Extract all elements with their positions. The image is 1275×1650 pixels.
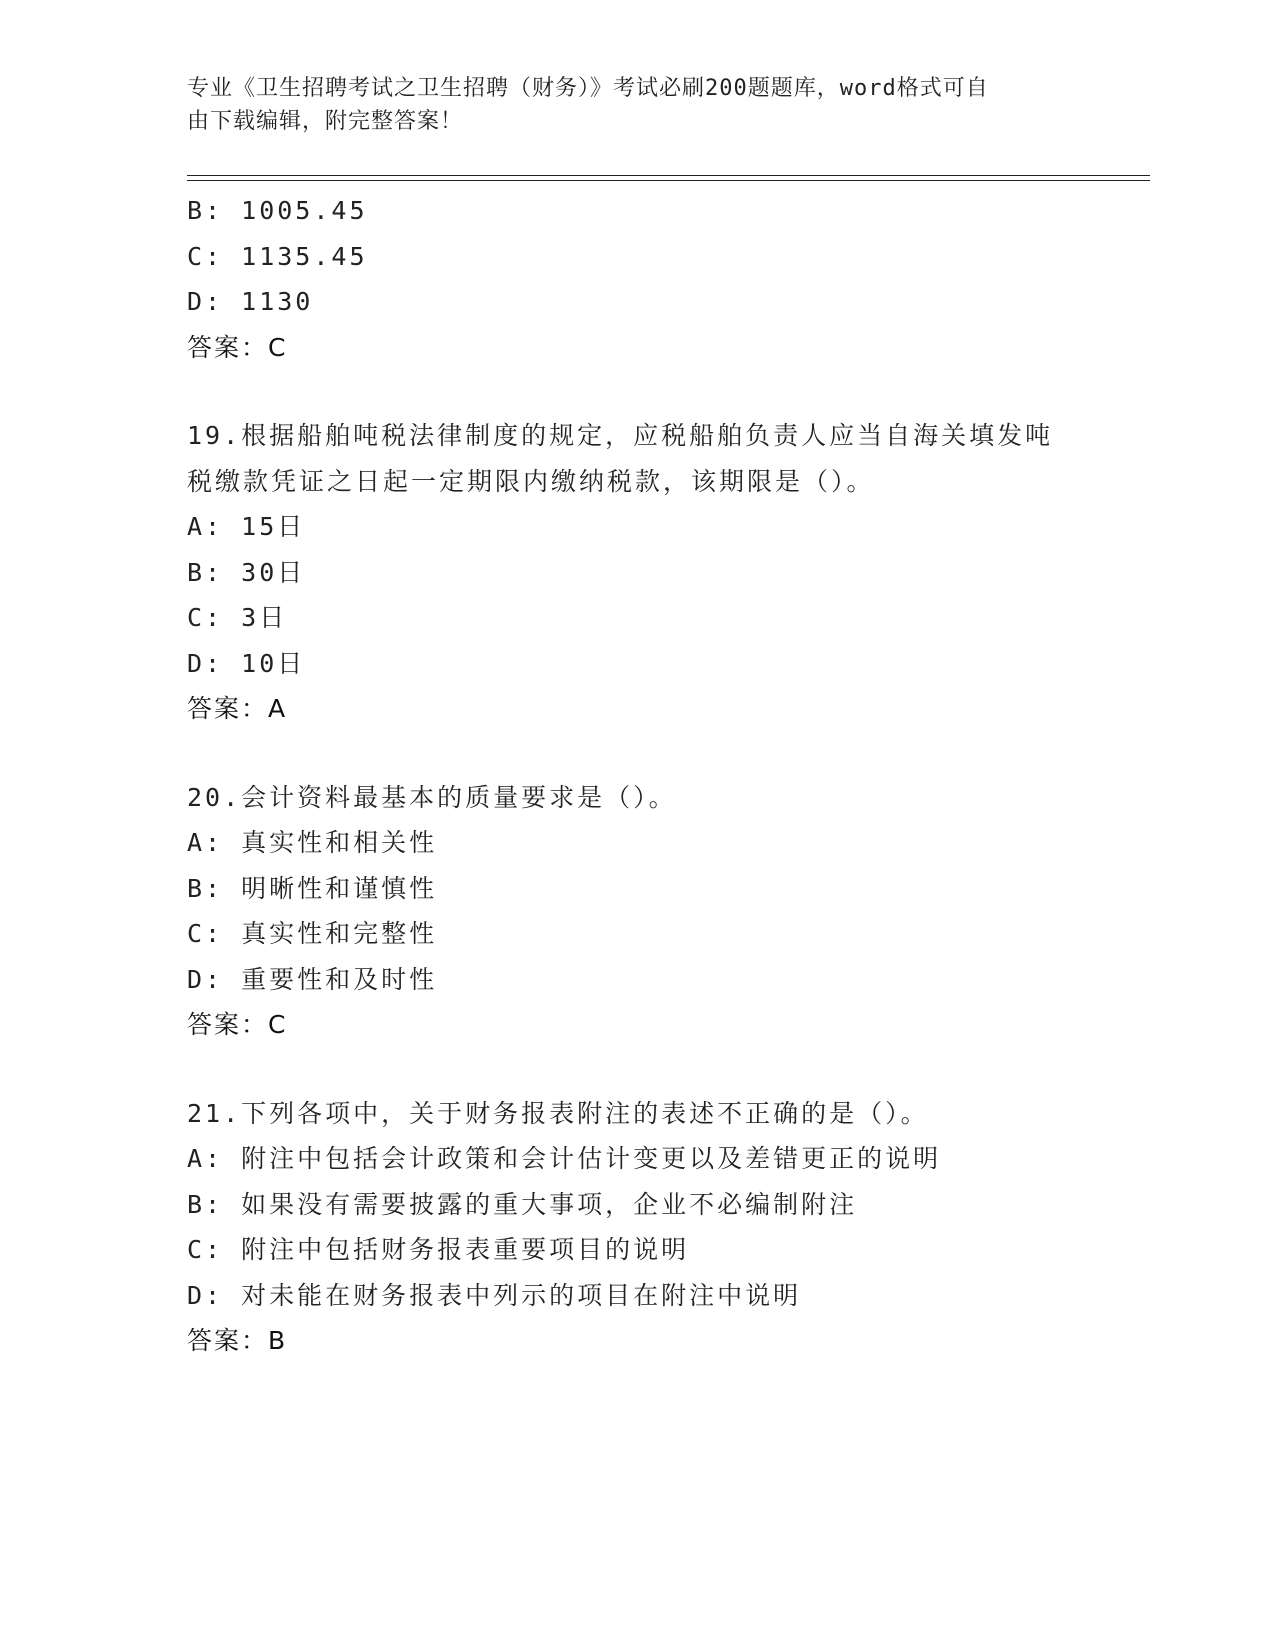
question-content xyxy=(187,188,1147,1364)
question-20 xyxy=(187,775,1147,1048)
question-21 xyxy=(187,1091,1147,1364)
option-d: D: 对未能在财务报表中列示的项目在附注中说明 xyxy=(187,1280,802,1310)
header-line-2: 由下载编辑，附完整答案！ xyxy=(187,109,464,134)
question-18-continued xyxy=(187,188,1147,370)
option-a: A: 真实性和相关性 xyxy=(187,828,438,857)
question-19 xyxy=(187,413,1147,732)
option-c: C: 1135.45 xyxy=(187,241,368,271)
option-b: B: 明晰性和谨慎性 xyxy=(187,873,438,903)
answer-label: 答案：C xyxy=(187,1010,288,1039)
option-b: B: 1005.45 xyxy=(187,196,368,225)
option-c: C: 附注中包括财务报表重要项目的说明 xyxy=(187,1235,690,1264)
document-header xyxy=(187,72,1067,138)
option-a: A: 15日 xyxy=(187,512,306,541)
option-b: B: 如果没有需要披露的重大事项，企业不必编制附注 xyxy=(187,1189,858,1219)
header-line-1: 专业《卫生招聘考试之卫生招聘（财务）》考试必刷200题题库，word格式可自 xyxy=(187,76,989,101)
answer-label: 答案：C xyxy=(187,332,288,362)
question-stem-line-1: 19.根据船舶吨税法律制度的规定，应税船舶负责人应当自海关填发吨 xyxy=(187,421,1054,450)
question-stem-line-2: 税缴款凭证之日起一定期限内缴纳税款，该期限是（）。 xyxy=(187,466,875,496)
option-c: C: 3日 xyxy=(187,603,288,632)
answer-label: 答案：A xyxy=(187,694,288,723)
question-stem-line-1: 21.下列各项中，关于财务报表附注的表述不正确的是（）。 xyxy=(187,1098,929,1128)
option-b: B: 30日 xyxy=(187,557,306,587)
header-divider-top xyxy=(187,175,1150,176)
header-divider-bottom xyxy=(187,180,1150,181)
option-d: D: 1130 xyxy=(187,287,314,316)
option-a: A: 附注中包括会计政策和会计估计变更以及差错更正的说明 xyxy=(187,1144,942,1173)
option-c: C: 真实性和完整性 xyxy=(187,919,438,948)
option-d: D: 重要性和及时性 xyxy=(187,964,438,994)
answer-label: 答案：B xyxy=(187,1326,288,1355)
option-d: D: 10日 xyxy=(187,648,306,678)
question-stem-line-1: 20.会计资料最基本的质量要求是（）。 xyxy=(187,782,677,812)
